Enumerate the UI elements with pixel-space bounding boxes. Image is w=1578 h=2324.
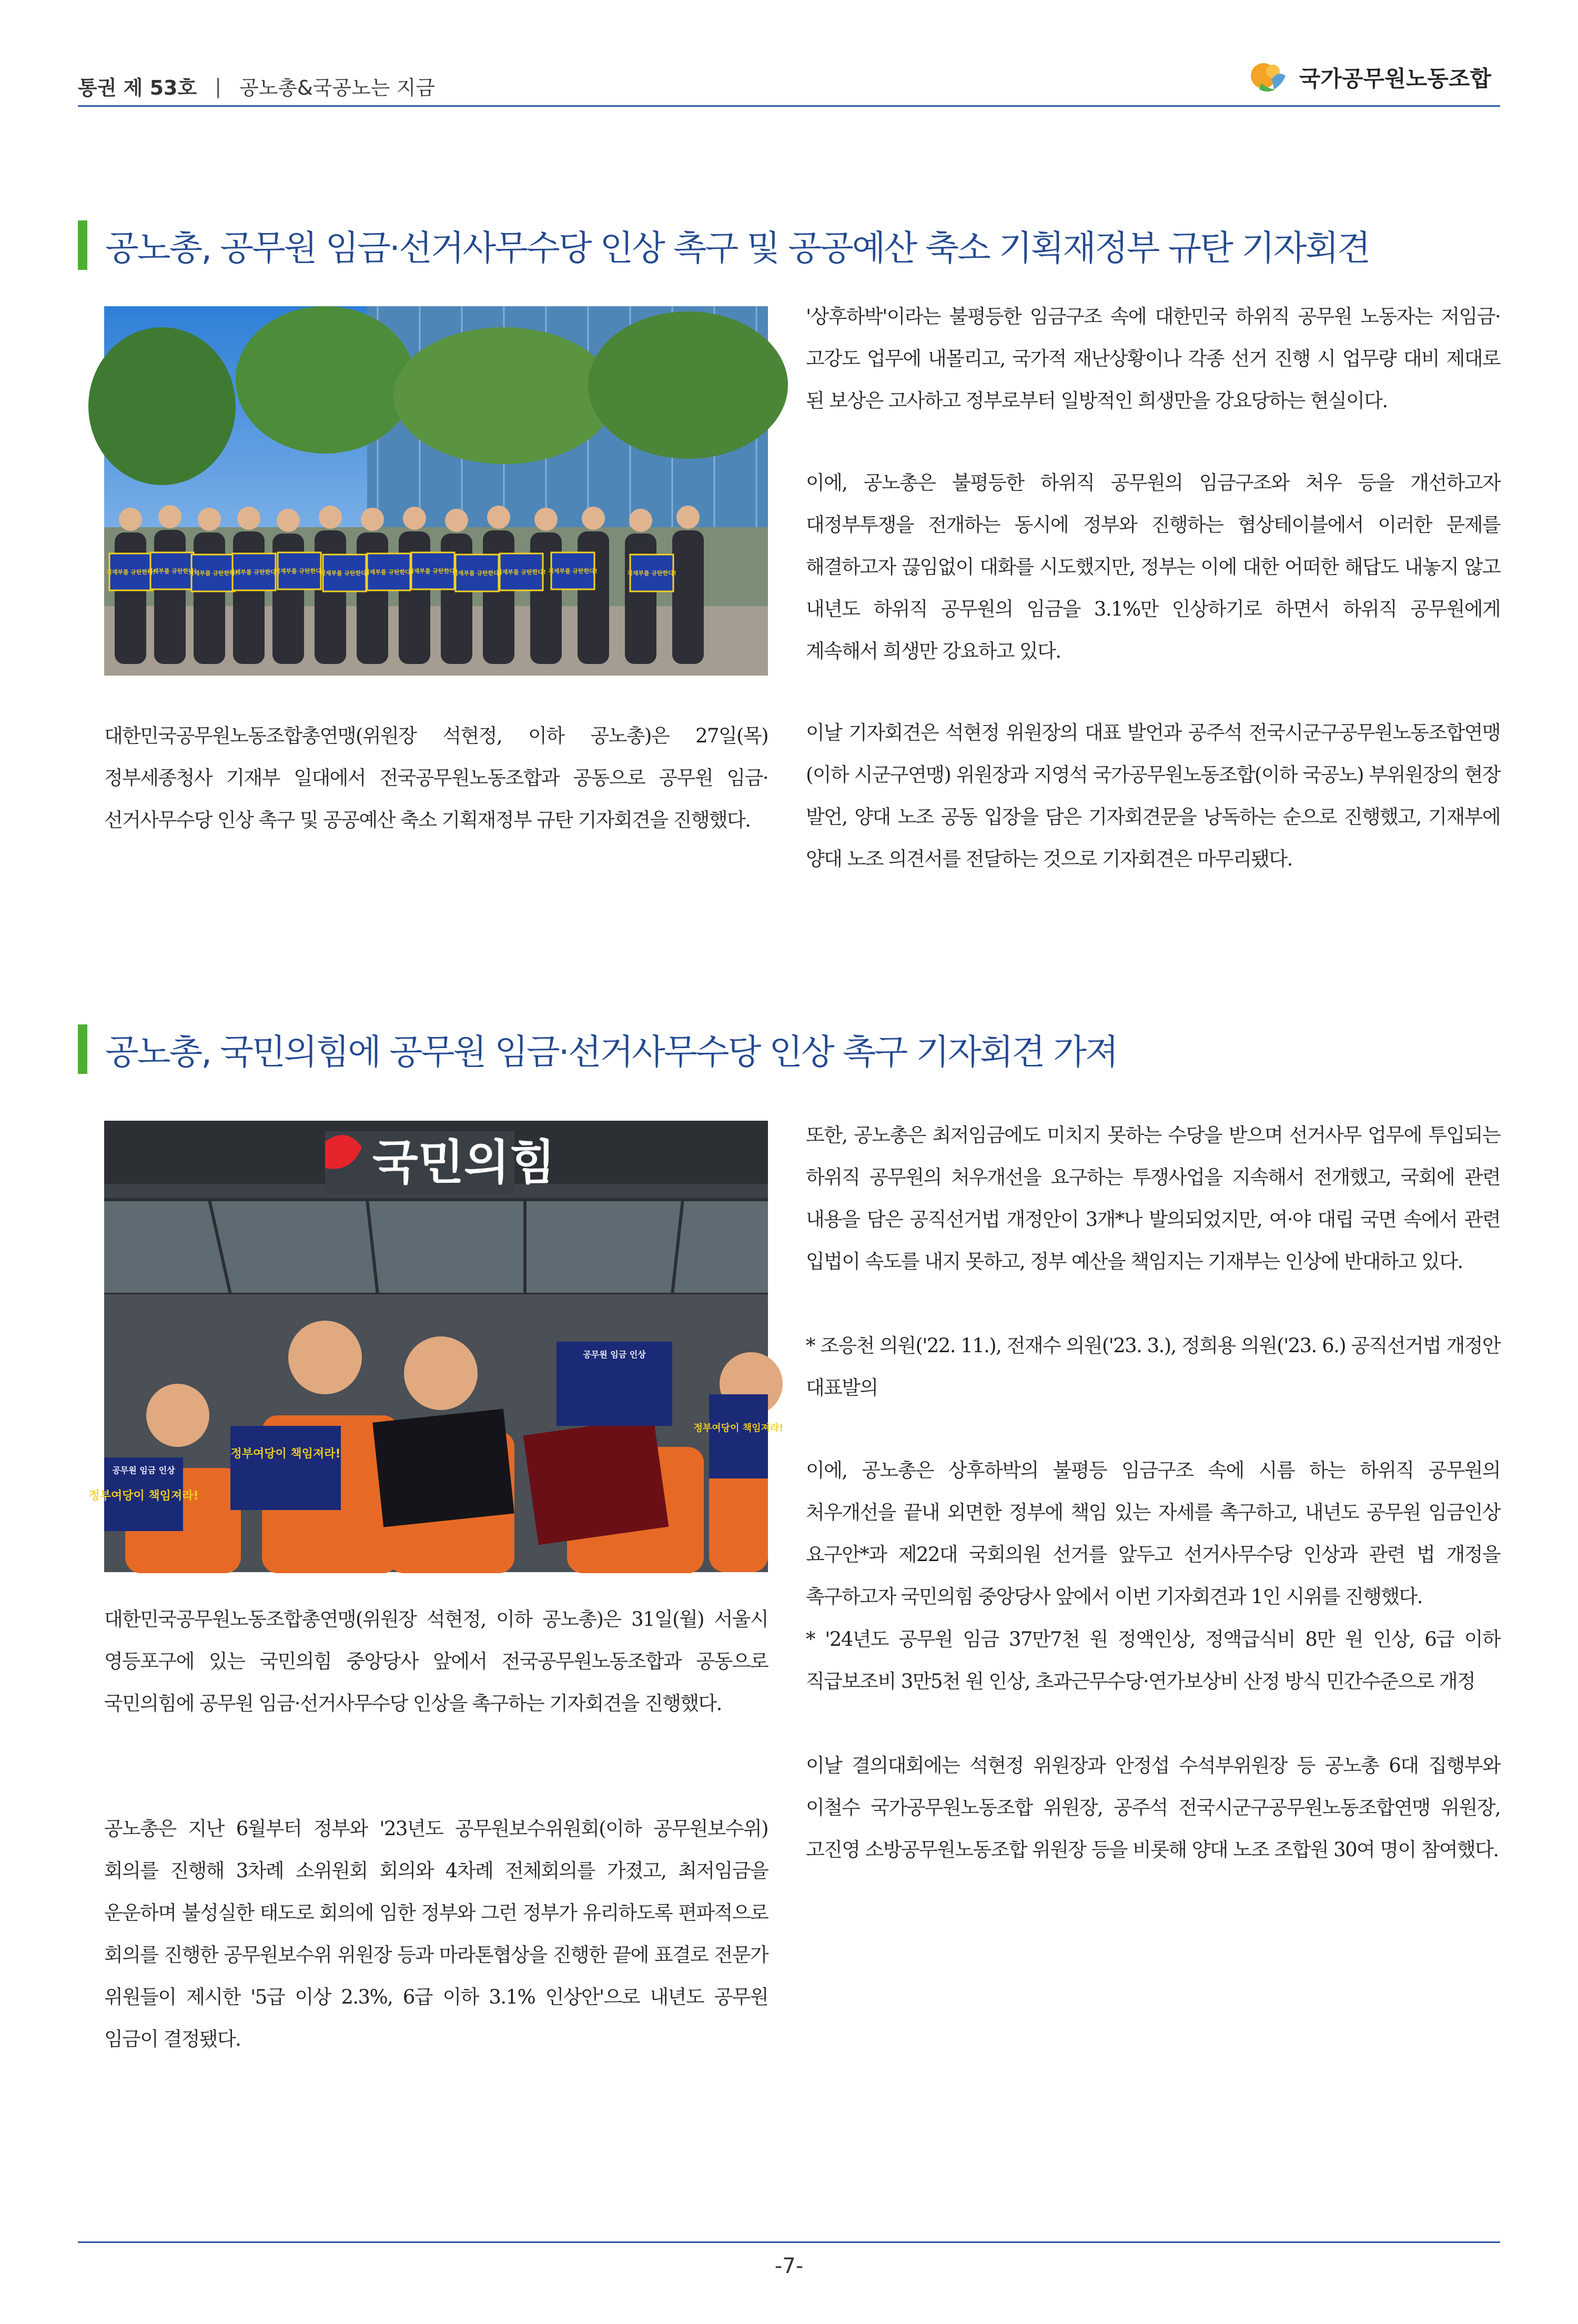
- press-conference-photo: [104, 306, 768, 676]
- protest-sign: 기재부를 규탄한다!: [627, 570, 676, 577]
- footer-rule: [78, 2241, 1500, 2243]
- article2-title: [78, 1024, 1117, 1074]
- article2-paragraph: 이에, 공노총은 상후하박의 불평등 임금구조 속에 시름 하는 하위직 공무원의 처우개선을 끝내 외면한 정부에 책임 있는 자세를 촉구하고, 내년도 공무원 임금인상 요구안*과 제22대 국회의원 선거를 앞두고 선거사무수당 인상과 관련 법 개정을 촉구하고자 국민의힘 중앙당사 앞에서 이번 기자회견과 1인 시위를 진행했다.: [806, 1459, 1500, 1608]
- protest-sign: 기재부를 규탄한다!: [188, 570, 238, 577]
- building-sign: 국민의힘: [372, 1135, 555, 1190]
- article1-paragraph: '상후하박'이라는 불평등한 임금구조 속에 대한민국 하위직 공무원 노동자는 저임금·고강도 업무에 내몰리고, 국가적 재난상황이나 각종 선거 진행 시 업무량 대비 제대로 된 보상은 고사하고 정부로부터 일방적인 희생만을 강요당하는 현실이다.: [806, 305, 1500, 412]
- protest-sign: 기재부를 규탄한다!: [548, 568, 598, 575]
- protest-sign: 기재부를 규탄한다!: [364, 569, 413, 576]
- article2-footnote: * '24년도 공무원 임금 37만7천 원 정액인상, 정액급식비 8만 원 인상, 6급 이하 직급보조비 3만5천 원 인상, 초과근무수당·연가보상비 산정 방식 민간수준으로 개정: [806, 1628, 1500, 1693]
- title-accent-bar: [78, 220, 87, 270]
- article2-photo: [88, 1121, 784, 1572]
- press-conference-photo: [88, 1121, 784, 1572]
- article2-footnote: * 조응천 의원('22. 11.), 전재수 의원('23. 3.), 정희용 의원('23. 6.) 공직선거법 개정안 대표발의: [806, 1334, 1500, 1399]
- section-name: 공노총&국공노는 지금: [239, 76, 436, 99]
- page-number: -7-: [774, 2254, 804, 2278]
- article1-title-text: 공노총, 공무원 임금·선거사무수당 인상 촉구 및 공공예산 축소 기획재정부 규탄 기자회견: [105, 228, 1369, 268]
- protest-sign: 기재부를 규탄한다!: [452, 570, 502, 577]
- article2-title-text: 공노총, 국민의힘에 공무원 임금·선거사무수당 인상 촉구 기자회견 가져: [105, 1032, 1117, 1072]
- issue-number: 통권 제 53호: [78, 76, 197, 99]
- article1-photo: [104, 306, 768, 676]
- protest-sign: 공무원 임금 인상: [583, 1350, 646, 1360]
- header-separator: |: [215, 74, 221, 98]
- protest-sign: 기재부를 규탄한다!: [320, 570, 369, 577]
- article2-paragraph: 공노총은 지난 6월부터 정부와 '23년도 공무원보수위원회(이하 공무원보수위) 회의를 진행해 3차례 소위원회 회의와 4차례 전체회의를 가졌고, 최저임금을 운운하며 불성실한 태도로 회의에 임한 정부와 그런 정부가 유리하도록 편파적으로 회의를 진행한 공무원보수위 위원장 등과 마라톤협상을 진행한 끝에 표결로 전문가 위원들이 제시한 '5급 이상 2.3%, 6급 이하 3.1% 인상안'으로 내년도 공무원 임금이 결정됐다.: [104, 1817, 768, 2050]
- protest-sign: 기재부를 규탄한다!: [497, 569, 546, 576]
- title-accent-bar: [78, 1024, 87, 1074]
- protest-sign: 기재부를 규탄한다!: [229, 569, 279, 576]
- article2-paragraph: 이날 결의대회에는 석현정 위원장과 안정섭 수석부위원장 등 공노총 6대 집행부와 이철수 국가공무원노동조합 위원장, 공주석 전국시군구공무원노동조합연맹 위원장, 고진영 소방공무원노동조합 위원장 등을 비롯해 양대 노조 조합원 30여 명이 참여했다.: [806, 1754, 1500, 1861]
- article1-caption: 대한민국공무원노동조합총연맹(위원장 석현정, 이하 공노총)은 27일(목) 정부세종청사 기재부 일대에서 전국공무원노동조합과 공동으로 공무원 임금·선거사무수당 인상 촉구 및 공공예산 축소 기획재정부 규탄 기자회견을 진행했다.: [104, 725, 768, 831]
- org-name: 국가공무원노동조합: [1299, 66, 1491, 92]
- header-rule: [78, 105, 1500, 107]
- protest-sign: 기재부를 규탄한다!: [275, 568, 324, 575]
- protest-sign: 정부여당이 책임져라!: [230, 1447, 341, 1461]
- protest-sign: 공무원 임금 인상: [112, 1465, 175, 1475]
- org-branding: [1248, 56, 1491, 99]
- protest-sign: 기재부를 규탄한다!: [147, 568, 197, 575]
- protest-sign: 정부여당이 책임져라!: [88, 1490, 199, 1503]
- running-header: [78, 72, 435, 100]
- protest-sign: 기재부를 규탄한다!: [106, 569, 156, 576]
- article1-paragraph: 이날 기자회견은 석현정 위원장의 대표 발언과 공주석 전국시군구공무원노동조합연맹(이하 시군구연맹) 위원장과 지영석 국가공무원노동조합(이하 국공노) 부위원장의 현장 발언, 양대 노조 공동 입장을 담은 기자회견문을 낭독하는 순으로 진행했고, 기재부에 양대 노조 의견서를 전달하는 것으로 기자회견은 마무리됐다.: [806, 721, 1500, 870]
- article1-paragraph: 이에, 공노총은 불평등한 하위직 공무원의 임금구조와 처우 등을 개선하고자 대정부투쟁을 전개하는 동시에 정부와 진행하는 협상테이블에서 이러한 문제를 해결하고자 끊임없이 대화를 시도했지만, 정부는 이에 대한 어떠한 해답도 내놓지 않고 내년도 하위직 공무원의 임금을 3.1%만 인상하기로 하면서 하위직 공무원에게 계속해서 희생만 강요하고 있다.: [806, 471, 1500, 662]
- article2-paragraph: 대한민국공무원노동조합총연맹(위원장 석현정, 이하 공노총)은 31일(월) 서울시 영등포구에 있는 국민의힘 중앙당사 앞에서 전국공무원노동조합과 공동으로 국민의힘에 공무원 임금·선거사무수당 인상을 촉구하는 기자회견을 진행했다.: [104, 1608, 768, 1715]
- article2-paragraph: 또한, 공노총은 최저임금에도 미치지 못하는 수당을 받으며 선거사무 업무에 투입되는 하위직 공무원의 처우개선을 요구하는 투쟁사업을 지속해서 전개했고, 국회에 관련 내용을 담은 공직선거법 개정안이 3개*나 발의되었지만, 여·야 대립 국면 속에서 관련 입법이 속도를 내지 못하고, 정부 예산을 책임지는 기재부는 인상에 반대하고 있다.: [806, 1124, 1500, 1273]
- protest-sign: 정부여당이 책임져라!: [693, 1423, 784, 1434]
- union-logo-icon: [1248, 56, 1291, 99]
- article1-title: [78, 220, 1369, 270]
- protest-sign: 기재부를 규탄한다!: [408, 568, 458, 575]
